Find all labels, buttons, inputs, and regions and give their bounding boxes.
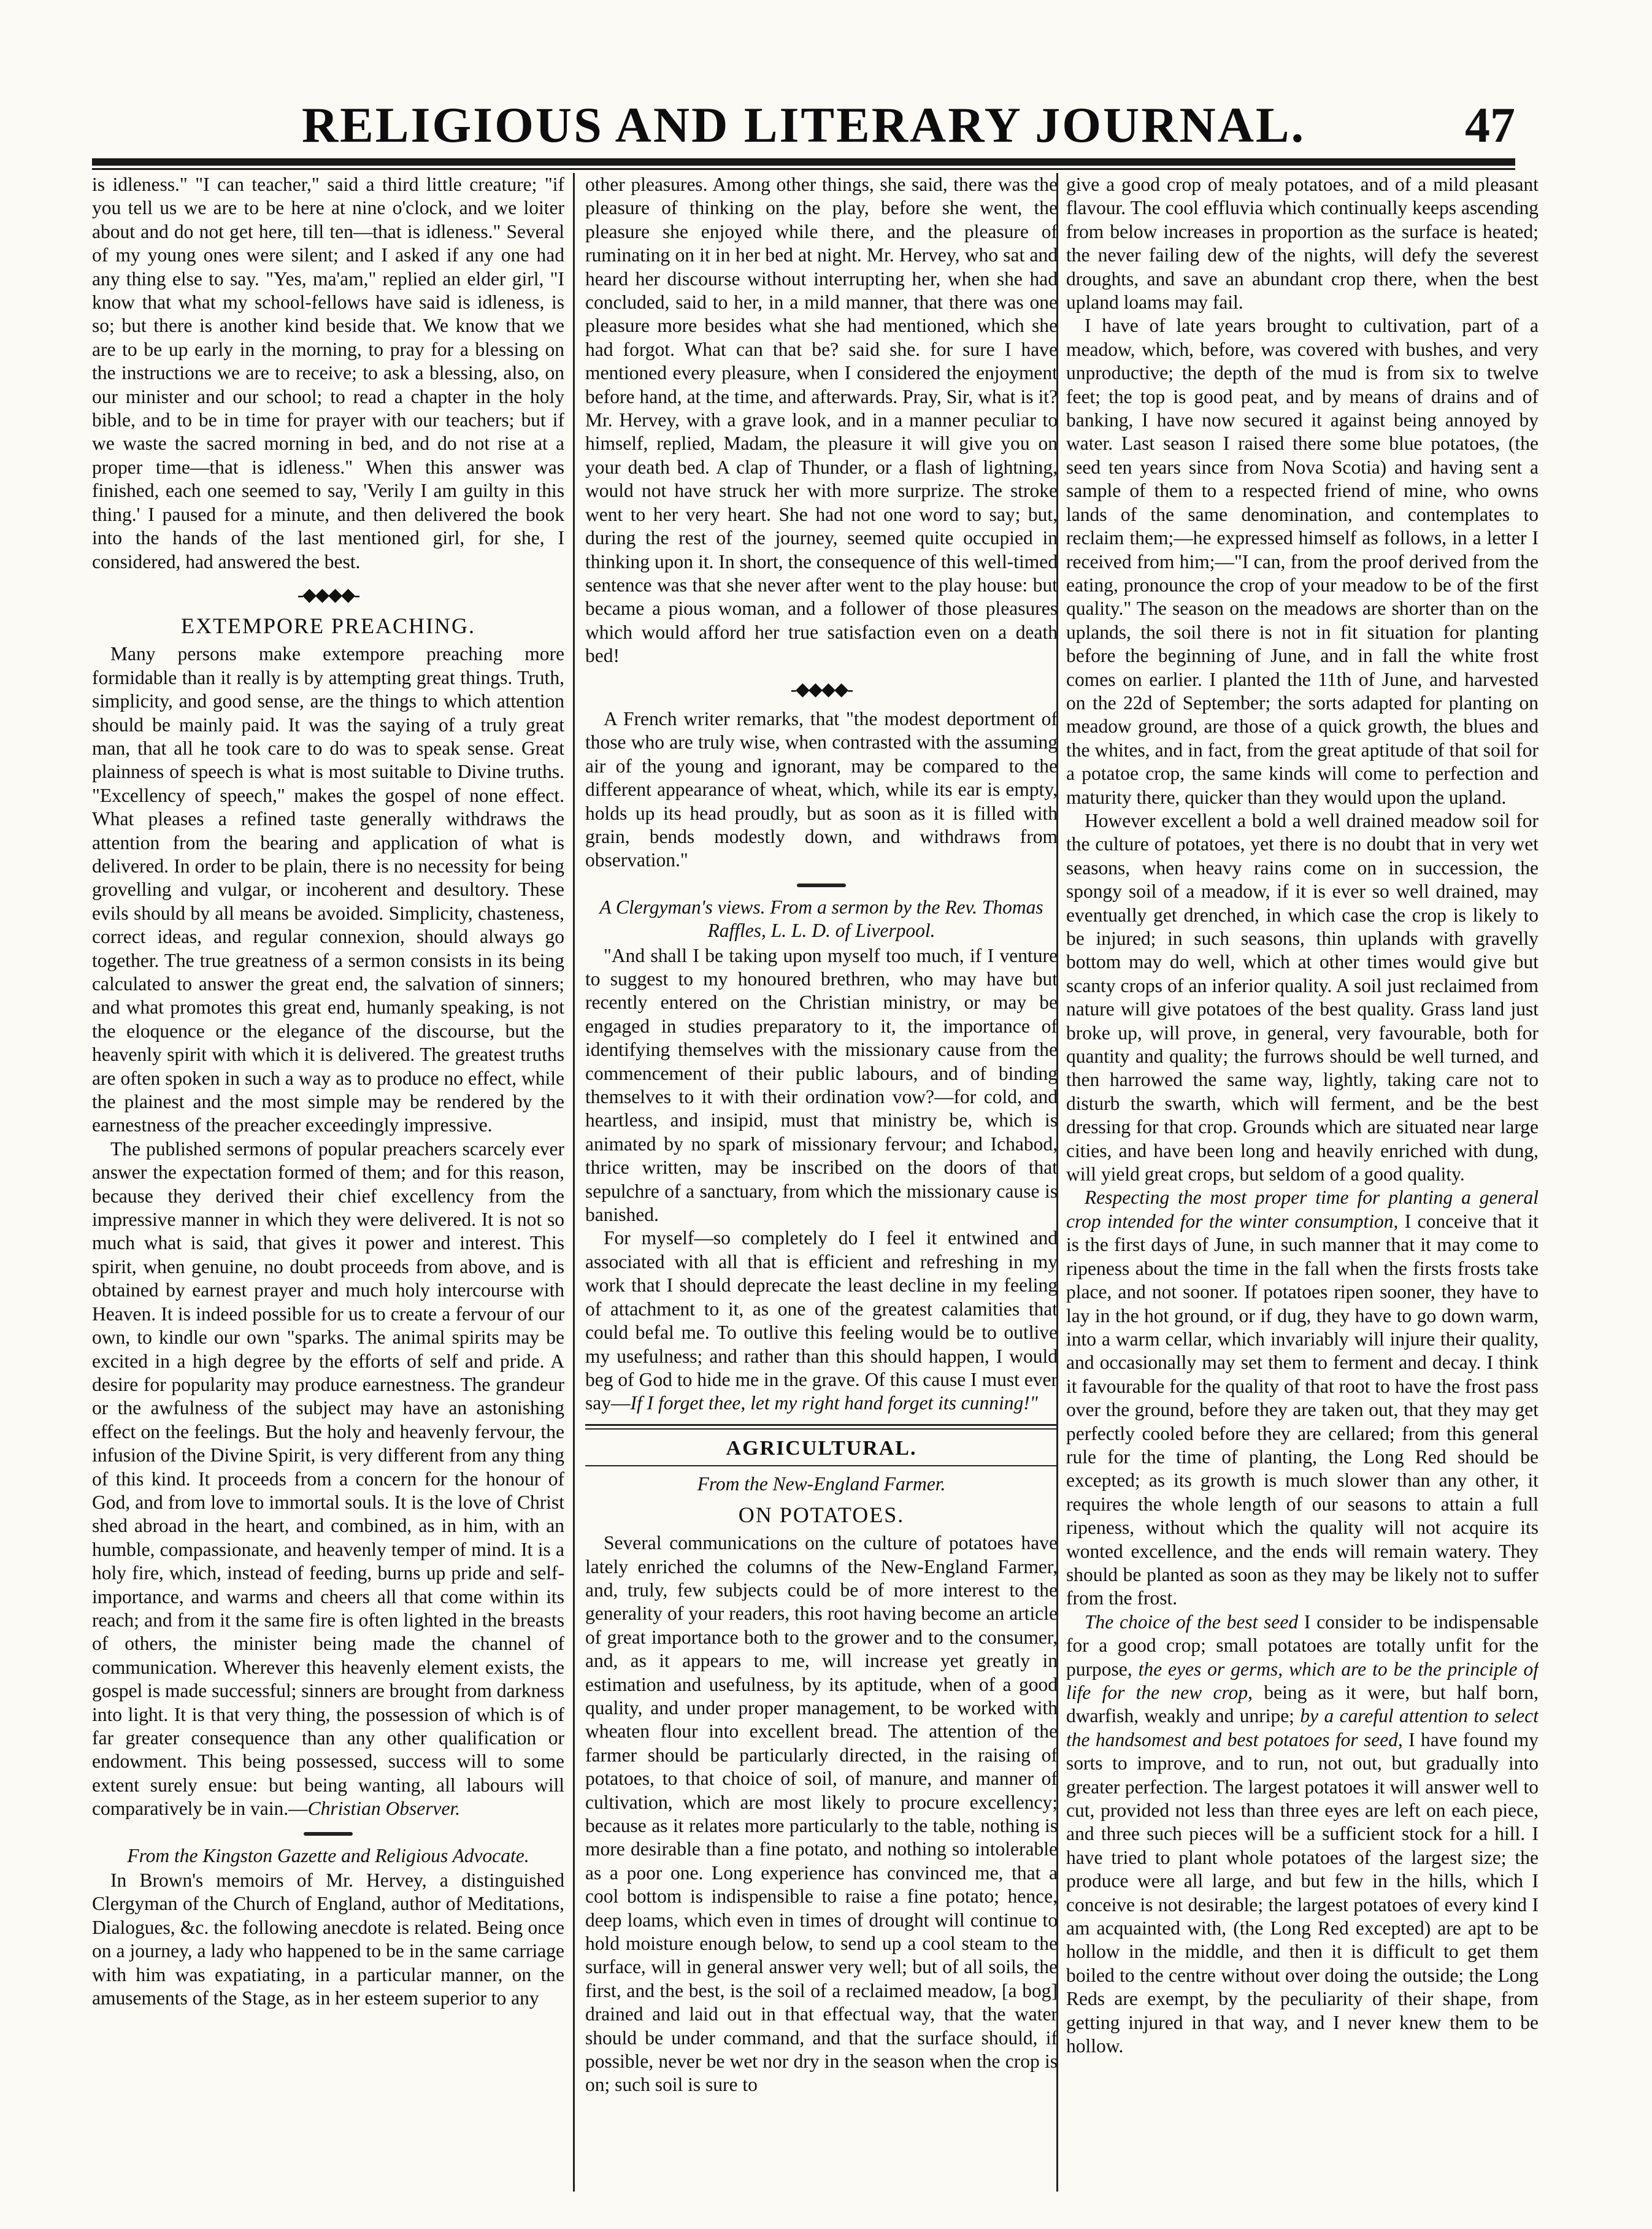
paragraph-text: I conceive that it is the first days of June, in such manner that it may come to ripeness about the time in the fall when the firsts frosts take place, and not sooner. If potatoes ripen sooner, they have to lay in the hot ground, or if dug, they have to go down warm, into a warm cellar, which invariably will injure their quality, and occasionally may set them to ferment and decay. I think it favourable for the quality of that root to have the frost pass over the ground, before they are taken out, that they may get perfectly cooled before they are cellared; from this general rule for the time of planting, the Long Red should be excepted; as its growth is much slower than any other, it requires the whole length of our seasons to attain a full ripeness, without which the quality will not acquire its wonted excellence, and the ends will remain watery. They should be planted as soon as they may be likely not to suffer from the frost. <box>1066 1210 1539 1609</box>
paragraph-text: For myself—so completely do I feel it entwined and associated with all that is efficient and refreshing in my work that I should deprecate the least decline in my feeling of attachment to it, as one of the greatest calamities that could befal me. To outlive this feeling would be to outlive my usefulness; and rather than this should happen, I would beg of God to hide me in the grave. Of this cause I must ever say— <box>585 1227 1058 1414</box>
paragraph-text: I consider to be indispensable for a good crop; small potatoes are totally unfit for the purpose, <box>1066 1611 1539 1680</box>
paragraph: I have of late years brought to cultivation, part of a meadow, which, before, was covered with bushes, and very unproductive; the depth of the mud is from six to twelve feet; the top is good peat, and by means of drains and of banking, I have now secured it against being annoyed by water. Last season I raised there some blue potatoes, (the seed ten years since from Nova Scotia) and having sent a sample of them to a respected friend of mine, who owns lands of the same denomination, and contemplates to reclaim them;—he expressed himself as follows, in a letter I received from him;—"I can, from the proof derived from the eating, pronounce the crop of your meadow to be of the first quality." The season on the meadows are shorter than on the uplands, the soil there is not in fit situation for planting before the beginning of June, and in fall the white frost comes on earlier. I planted the 11th of June, and harvested on the 22d of September; the sorts adapted for planting on meadow ground, are those of a quick growth, the blues and the whites, and in fact, from the great aptitude of that soil for a potatoe crop, the same kinds will come to perfection and maturity there, quicker than they would upon the upland. <box>1066 315 1539 808</box>
paragraph-text: The published sermons of popular preachers scarcely ever answer the expectation formed of them; and for this reason, because they derived their chief excellency from the impressive manner in which they were delivered. It is not so much what is said, that gives it power and interest. This spirit, when genuine, no doubt proceeds from above, and is obtained by earnest prayer and much holy intercourse with Heaven. It is indeed possible for us to create a fervour of our own, to kindle our own "sparks. The animal spirits may be excited in a high degree by the efforts of self and pride. A desire for popularity may produce earnestness. The grandeur or the awfulness of the subject may have an astonishing effect on the feelings. But the holy and heavenly fervour, the infusion of the Divine Spirit, is very different from any thing of this kind. It proceeds from a concern for the honour of God, and from love to immortal souls. It is the love of Christ shed abroad in the heart, and combined, as in him, with an humble, compassionate, and heavenly temper of mind. It is a holy fire, which, instead of feeding, burns up pride and self-importance, and warms and cheers all that come within its reach; and from it the same fire is often lighted in the breasts of others, the minister being made the channel of communication. Wherever this heavenly element exists, the gospel is made successful; sinners are brought from darkness into light. It is that very thing, the possession of which is of far greater consequence than any other qualification or endowment. This being possessed, success will to some extent surely ensue: but being wanting, all labours will comparatively be in vain.— <box>92 1138 564 1820</box>
header-rule-thin <box>92 168 1515 170</box>
paragraph-italic: the eyes or germs, which are to be the principle of life for the new crop, <box>1066 1658 1539 1703</box>
column-divider <box>573 173 575 2192</box>
paragraph-italic: by a careful attention to select the handsomest and best potatoes for seed, <box>1066 1705 1539 1750</box>
header-rule-thick <box>92 158 1515 166</box>
ornament-divider: -◆◆◆◆- <box>297 584 359 605</box>
paragraph: "And shall I be taking upon myself too much, if I venture to suggest to my honoured brethren, who may have but recently entered on the Christian ministry, or may be engaged in studies preparatory to it, the importance of identifying themselves with the missionary cause from the commencement of their public labours, and of binding themselves to it with their ordination vow?—for cold, and heartless, and insipid, must that ministry be, which is animated by no spark of missionary fervour; and Ichabod, thrice written, may be inscribed on the doors of that sepulchre of a sanctuary, from which the missionary cause is banished. <box>585 944 1058 1226</box>
paragraph-text: being as it were, but half born, dwarfish, weakly and unripe; <box>1066 1682 1539 1727</box>
paragraph <box>1066 1611 1539 2058</box>
article-source: From the New-England Farmer. <box>697 1473 946 1495</box>
paragraph-lead: The choice of the best seed <box>1085 1611 1299 1633</box>
article-heading: ON POTATOES. <box>738 1503 905 1528</box>
section-heading: AGRICULTURAL. <box>726 1436 917 1460</box>
paragraph-lead: Respecting the most proper time for planting a general crop intended for the winter consumption, <box>1066 1187 1539 1232</box>
masthead <box>92 92 1515 156</box>
column-1 <box>92 173 564 2192</box>
article-heading: EXTEMPORE PREACHING. <box>180 614 475 639</box>
paragraph: A French writer remarks, that "the modest deportment of those who are truly wise, when contrasted with the assuming air of the young and ignorant, may be compared to the different appearance of wheat, which, while its ear is empty, holds up its head proudly, but as soon as it is filled with grain, bends modestly down, and withdraws from observation." <box>585 707 1058 871</box>
section-dash <box>304 1832 353 1836</box>
paragraph <box>1066 1186 1539 1610</box>
paragraph: In Brown's memoirs of Mr. Hervey, a distinguished Clergyman of the Church of England, author of Meditations, Dialogues, &c. the following anecdote is related. Being once on a journey, a lady who happened to be in the same carriage with him was expatiating, in a particular manner, on the amusements of the Stage, as in her esteem superior to any <box>92 1869 564 2009</box>
paragraph-text: I have found my sorts to improve, and to run, not out, but gradually into greater perfection. The largest potatoes it will answer well to cut, provided not less than three eyes are left on each piece, and three such pieces will be a sufficient stock for a hill. I have tried to plant whole potatoes of the largest size; the produce were all large, and but few in the hills, which I conceive is not desirable; the largest potatoes of every kind I am acquainted with, (the Long Red excepted) are apt to be hollow in the middle, and then it is difficult to get them boiled to the centre without over doing the outside; the Long Reds are exempt, by the peculiarity of their shape, from getting injured in that way, and I never knew them to be hollow. <box>1066 1728 1539 2057</box>
page-number: 47 <box>1465 97 1515 153</box>
section-rule <box>585 1465 1058 1466</box>
paragraph: other pleasures. Among other things, she said, there was the pleasure of thinking on the play, before she went, the pleasure she enjoyed while there, and the pleasure of ruminating on it in her bed at night. Mr. Hervey, who sat and heard her discourse without interrupting her, when she had concluded, said to her, in a mild manner, that there was one pleasure more besides what she had mentioned, which she had forgot. What can that be? said she. for sure I have mentioned every pleasure, when I considered the enjoyment before hand, at the time, and afterwards. Pray, Sir, what is it? Mr. Hervey, with a grave look, and in a manner peculiar to himself, replied, Madam, the pleasure it will give you on your death bed. A clap of Thunder, or a flash of lightning, would not have struck her with more surprize. The stroke went to her very heart. She had not one word to say; but, during the rest of the journey, seemed quite occupied in thinking upon it. In short, the consequence of this well-timed sentence was that she never after went to the play house: but became a pious woman, and a follower of those pleasures which would afford her true satisfaction even on a death bed! <box>585 174 1058 667</box>
section-rule <box>585 1424 1058 1426</box>
paragraph <box>92 1138 564 1821</box>
column-3 <box>1066 173 1539 2192</box>
journal-title: RELIGIOUS AND LITERARY JOURNAL. <box>301 97 1306 153</box>
paragraph: Many persons make extempore preaching more formidable than it really is by attempting great things. Truth, simplicity, and good sense, are the things to which attention should be mainly paid. It was the saying of a truly great man, that all he took care to do was to speak sense. Great plainness of speech is what is most suitable to Divine truths. "Excellency of speech," makes the gospel of none effect. What pleases a refined taste generally withdraws the attention from the bearing and application of what is delivered. In order to be plain, there is no necessity for being grovelling and vulgar, or incoherent and desultory. These evils should by all means be avoided. Simplicity, chasteness, correct ideas, and regular connexion, should always go together. The true greatness of a sermon consists in its being calculated to answer the great end, the salvation of sinners; and what promotes this great end, humanly speaking, is not the eloquence or the elegance of the discourse, but the heavenly spirit with which it is delivered. The greatest truths are often spoken in such a way as to produce no effect, while the plainest and the most simple may be rendered by the earnestness of the preacher exceedingly impressive. <box>92 643 564 1136</box>
article-credit: Christian Observer. <box>307 1798 461 1820</box>
article-source: A Clergyman's views. From a sermon by the Rev. Thomas Raffles, L. L. D. of Liverpool. <box>599 896 1043 942</box>
paragraph: give a good crop of mealy potatoes, and of a mild pleasant flavour. The cool effluvia which continually keeps ascending from below increases in proportion as the surface is heated; the never failing dew of the nights, will defy the severest droughts, and save an abundant crop there, when the best upland loams may fail. <box>1066 174 1539 314</box>
section-rule <box>585 1428 1058 1430</box>
paragraph <box>585 1226 1058 1415</box>
quotation: If I forget thee, let my right hand forget its cunning!" <box>630 1392 1038 1414</box>
column-2 <box>585 173 1058 2192</box>
ornament-divider: -◆◆◆◆- <box>790 679 853 699</box>
paragraph: is idleness." "I can teacher," said a third little creature; "if you tell us we are to be here at nine o'clock, and we loiter about and do not get here, till ten—that is idleness." Several of my young ones were silent; and I asked if any one had any thing else to say. "Yes, ma'am," replied an elder girl, "I know that what my school-fellows have said is idleness, is so; but there is another kind beside that. We know that we are to be up early in the morning, to pray for a blessing on the instructions we are to receive; to ask a blessing, also, on our minister and our school; to read a chapter in the holy bible, and to be in time for prayer with our teachers; but if we waste the sacred morning in bed, and do not rise at a proper time—that is idleness." When this answer was finished, each one seemed to say, 'Verily I am guilty in this thing.' I paused for a minute, and then delivered the book into the hands of the last mentioned girl, for she, I considered, had answered the best. <box>92 174 564 572</box>
paragraph: However excellent a bold a well drained meadow soil for the culture of potatoes, yet there is no doubt that in very wet seasons, when heavy rains come on in succession, the spongy soil of a meadow, if it is ever so well drained, may eventually get drenched, in which case the crop is likely to be injured; in such seasons, thin uplands with gravelly bottom may do well, which at other times would give but scanty crops of an inferior quality. A soil just reclaimed from nature will give potatoes of the best quality. Grass land just broke up, will prove, in general, very favourable, both for quantity and quality; the furrows should be well turned, and then harrowed the same way, lightly, taking care not to disturb the swarth, which will ferment, and be the best dressing for that crop. Grounds which are situated near large cities, and have been long and heavily enriched with dung, will yield great crops, but seldom of a good quality. <box>1066 809 1539 1185</box>
article-source: From the Kingston Gazette and Religious Advocate. <box>127 1844 529 1866</box>
section-dash <box>797 884 846 887</box>
paragraph: Several communications on the culture of potatoes have lately enriched the columns of the New-England Farmer, and, truly, few subjects could be of more interest to the generality of your readers, this root having become an article of great importance both to the grower and to the consumer, and, as it appears to me, will increase yet greatly in estimation and usefulness, by its aptitude, when of a good quality, and under proper management, to be worked with wheaten flour into excellent bread. The attention of the farmer should be particularly directed, in the raising of potatoes, to that choice of soil, of manure, and manner of cultivation, which are most likely to procure excellency; because as it relates more particularly to the table, nothing is more desirable than a fine potato, and nothing so intolerable as a poor one. Long experience has convinced me, that a cool bottom is indispensible to raise a fine potato; hence, deep loams, which even in times of drought will continue to hold moisture enough below, to send up a cool steam to the surface, will in general answer very well; but of all soils, the first, and the best, is the soil of a reclaimed meadow, [a bog] drained and laid out in that effectual way, that the water should be under command, and that the surface should, if possible, never be wet nor dry in the season when the crop is on; such soil is sure to <box>585 1532 1058 2096</box>
